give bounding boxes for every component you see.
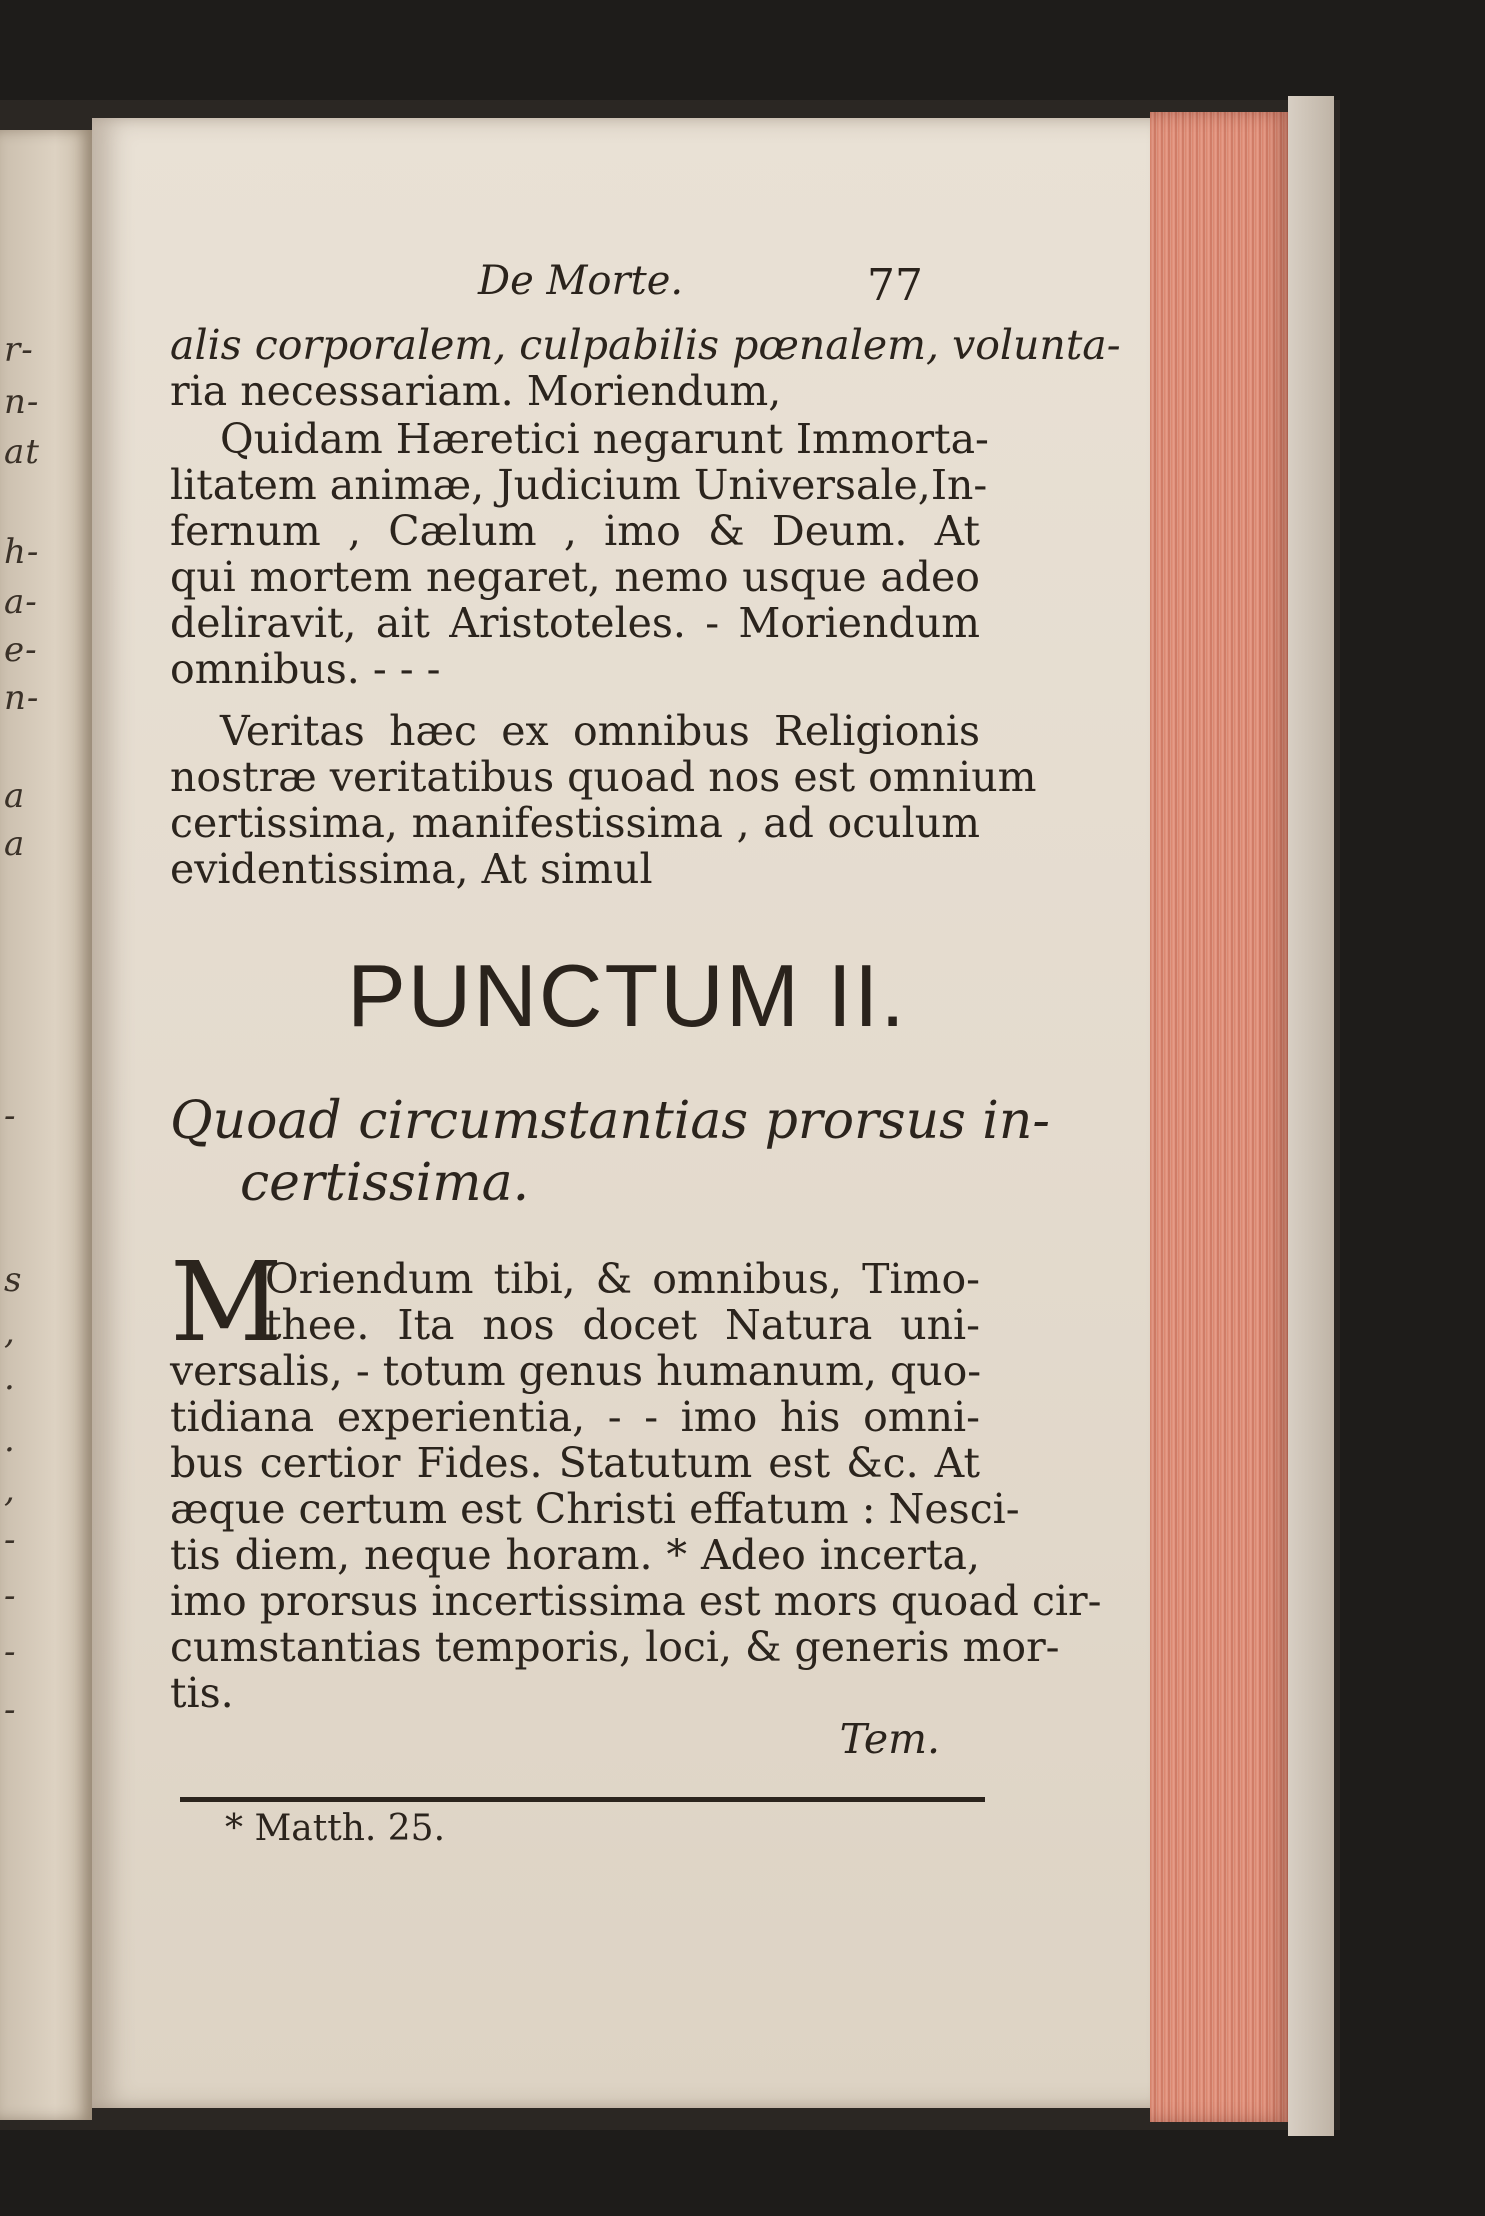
left-fragment: r-	[4, 330, 34, 370]
paragraph-3	[170, 707, 1037, 893]
left-fragment: -	[4, 1096, 17, 1136]
left-page-edge	[0, 130, 92, 2120]
text-line: Quidam Hæretici negarunt Immorta-	[220, 415, 989, 463]
left-fragment: -	[4, 1520, 17, 1560]
text-line: imo prorsus incertissima est mors quoad cir-	[170, 1577, 1102, 1625]
footnote-rule	[180, 1797, 985, 1802]
text-line: Oriendum tibi, & omnibus, Timo-	[265, 1255, 980, 1303]
running-title: De Morte.	[478, 258, 684, 304]
left-fragment: -	[4, 1632, 17, 1672]
text-line: æque certum est Christi effatum : Nesci-	[170, 1485, 1020, 1533]
text-line: thee. Ita nos docet Natura uni-	[265, 1301, 980, 1349]
text-line: qui mortem negaret, nemo usque adeo	[170, 553, 980, 601]
section-heading: PUNCTUM II.	[347, 946, 907, 1045]
left-fragment: s	[4, 1260, 23, 1300]
subheading-line: Quoad circumstantias prorsus in-	[170, 1091, 1050, 1151]
left-fragment: a	[4, 824, 26, 864]
text-line: deliravit, ait Aristoteles. - Moriendum	[170, 599, 980, 647]
subheading-line: certissima.	[240, 1153, 530, 1213]
section-subheading	[170, 1090, 1050, 1214]
text-line: cumstantias temporis, loci, & generis mor-	[170, 1623, 1060, 1671]
text-line: tis.	[170, 1669, 234, 1717]
drop-cap: M	[170, 1238, 283, 1366]
text-line: ria necessariam. Moriendum,	[170, 367, 782, 415]
left-fragment: a-	[4, 582, 38, 622]
text-line: bus certior Fides. Statutum est &c. At	[170, 1439, 980, 1487]
left-fragment: h-	[4, 532, 40, 572]
text-line: nostræ veritatibus quoad nos est omnium	[170, 753, 1037, 801]
left-fragment: e-	[4, 630, 38, 670]
left-fragment: a	[4, 776, 26, 816]
paragraph-1	[170, 321, 1121, 415]
left-fragment: n-	[4, 678, 40, 718]
left-fragment: -	[4, 1576, 17, 1616]
text-line: Veritas hæc ex omnibus Religionis	[220, 707, 980, 755]
text-line: versalis, - totum genus humanum, quo-	[170, 1347, 982, 1395]
text-line: evidentissima, At simul	[170, 845, 653, 893]
text-line: tis diem, neque horam. * Adeo incerta,	[170, 1531, 980, 1579]
left-fragment: -	[4, 1690, 17, 1730]
book-cover-edge	[1288, 96, 1334, 2136]
left-fragment: ,	[4, 1312, 16, 1352]
footnote: * Matth. 25.	[225, 1808, 446, 1849]
paragraph-4	[170, 1255, 1102, 1763]
page-header	[92, 258, 1162, 318]
text-line: fernum , Cælum , imo & Deum. At	[170, 507, 980, 555]
page-number: 77	[867, 260, 923, 311]
left-fragment: .	[4, 1358, 16, 1398]
text-line: omnibus. - - -	[170, 645, 441, 693]
left-fragment: at	[4, 432, 40, 472]
paragraph-2	[170, 415, 989, 693]
left-fragment: ,	[4, 1470, 16, 1510]
text-line: tidiana experientia, - - imo his omni-	[170, 1393, 980, 1441]
text-line: litatem animæ, Judicium Universale,In-	[170, 461, 988, 509]
red-fore-edge	[1150, 112, 1290, 2122]
text-line: alis corporalem, culpabilis pœnalem, volunta-	[170, 321, 1121, 369]
text-line: certissima, manifestissima , ad oculum	[170, 799, 980, 847]
catchword: Tem.	[839, 1715, 940, 1763]
left-fragment: .	[4, 1420, 16, 1460]
left-fragment: n-	[4, 382, 40, 422]
